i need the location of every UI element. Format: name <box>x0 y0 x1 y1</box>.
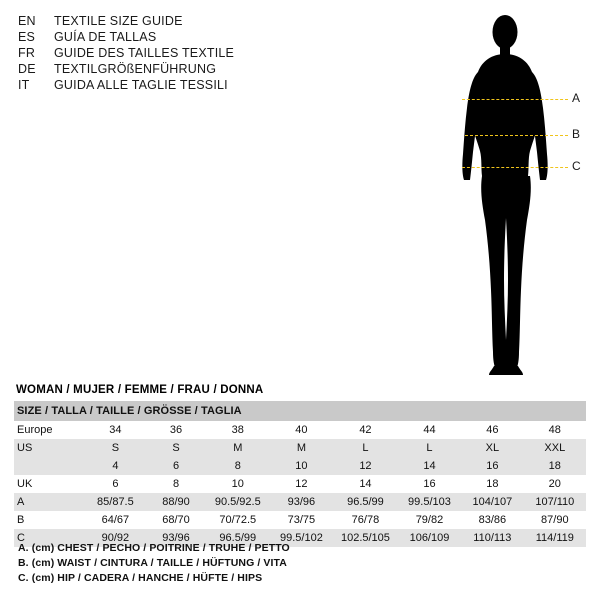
cell: 87/90 <box>524 511 586 529</box>
cell: 64/67 <box>85 511 147 529</box>
cell: L <box>333 439 398 457</box>
title-row <box>18 30 338 45</box>
size-table <box>14 401 586 547</box>
title-text: GUIDE DES TAILLES TEXTILE <box>54 46 235 60</box>
cell: 42 <box>333 421 398 439</box>
cell: 70/72.5 <box>206 511 270 529</box>
woman-silhouette <box>420 8 590 378</box>
row-label: US <box>14 439 85 457</box>
language-title-list <box>18 14 338 94</box>
language-code: ES <box>18 30 36 44</box>
footnote-list <box>18 541 518 586</box>
cell: 76/78 <box>333 511 398 529</box>
cell: 34 <box>85 421 147 439</box>
language-code: EN <box>18 14 36 28</box>
size-table-section <box>14 384 586 547</box>
size-header-cell: SIZE / TALLA / TAILLE / GRÖSSE / TAGLIA <box>14 401 586 421</box>
cell: 16 <box>398 475 461 493</box>
row-label: C <box>14 529 85 547</box>
title-text: TEXTILE SIZE GUIDE <box>54 14 183 28</box>
cell: 4 <box>85 457 147 475</box>
group-header: WOMAN / MUJER / FEMME / FRAU / DONNA <box>16 384 264 396</box>
language-code: DE <box>18 62 36 76</box>
cell: L <box>398 439 461 457</box>
waist-measure-line <box>465 135 568 136</box>
footnote-hip: C. (cm) HIP / CADERA / HANCHE / HÜFTE / HIPS <box>18 572 263 584</box>
cell: 18 <box>461 475 524 493</box>
table-row <box>14 457 586 475</box>
language-code: IT <box>18 78 30 92</box>
title-row <box>18 14 338 29</box>
cell: 12 <box>333 457 398 475</box>
cell: 88/90 <box>146 493 206 511</box>
hip-measure-line <box>462 167 568 168</box>
title-row <box>18 46 338 61</box>
cell: 114/119 <box>524 529 586 547</box>
cell: M <box>270 439 333 457</box>
waist-measure-label: B <box>572 127 581 141</box>
cell: S <box>146 439 206 457</box>
table-row <box>14 475 586 493</box>
cell: 10 <box>270 457 333 475</box>
chest-measure-line <box>462 99 568 100</box>
title-row <box>18 78 338 93</box>
cell: 38 <box>206 421 270 439</box>
cell: 18 <box>524 457 586 475</box>
hip-measure-label: C <box>572 159 581 173</box>
cell: 16 <box>461 457 524 475</box>
table-row <box>14 439 586 457</box>
cell: 40 <box>270 421 333 439</box>
row-label: Europe <box>14 421 85 439</box>
cell: 85/87.5 <box>85 493 147 511</box>
cell: XXL <box>524 439 586 457</box>
cell: 14 <box>398 457 461 475</box>
row-label: B <box>14 511 85 529</box>
row-label: UK <box>14 475 85 493</box>
cell: 73/75 <box>270 511 333 529</box>
title-text: GUÍA DE TALLAS <box>54 30 157 44</box>
language-code: FR <box>18 46 36 60</box>
cell: M <box>206 439 270 457</box>
cell: 99.5/102 <box>270 529 333 547</box>
footnote-chest: A. (cm) CHEST / PECHO / POITRINE / TRUHE / PETTO <box>18 542 290 554</box>
title-text: TEXTILGRÖßENFÜHRUNG <box>54 62 217 76</box>
cell: 93/96 <box>270 493 333 511</box>
cell: 14 <box>333 475 398 493</box>
row-label: A <box>14 493 85 511</box>
cell: 20 <box>524 475 586 493</box>
cell: S <box>85 439 147 457</box>
cell: 12 <box>270 475 333 493</box>
title-row <box>18 62 338 77</box>
row-label <box>14 457 85 475</box>
cell: XL <box>461 439 524 457</box>
cell: 6 <box>85 475 147 493</box>
cell: 79/82 <box>398 511 461 529</box>
title-text: GUIDA ALLE TAGLIE TESSILI <box>54 78 228 92</box>
cell: 96.5/99 <box>206 529 270 547</box>
cell: 107/110 <box>524 493 586 511</box>
cell: 106/109 <box>398 529 461 547</box>
cell: 83/86 <box>461 511 524 529</box>
figure-panel <box>420 8 590 378</box>
table-row <box>14 511 586 529</box>
cell: 99.5/103 <box>398 493 461 511</box>
chest-measure-label: A <box>572 91 581 105</box>
cell: 46 <box>461 421 524 439</box>
cell: 90.5/92.5 <box>206 493 270 511</box>
cell: 8 <box>206 457 270 475</box>
cell: 96.5/99 <box>333 493 398 511</box>
cell: 36 <box>146 421 206 439</box>
cell: 93/96 <box>146 529 206 547</box>
cell: 10 <box>206 475 270 493</box>
cell: 102.5/105 <box>333 529 398 547</box>
cell: 90/92 <box>85 529 147 547</box>
cell: 68/70 <box>146 511 206 529</box>
cell: 48 <box>524 421 586 439</box>
cell: 8 <box>146 475 206 493</box>
table-head-row <box>14 401 586 421</box>
cell: 104/107 <box>461 493 524 511</box>
cell: 110/113 <box>461 529 524 547</box>
table-row <box>14 421 586 439</box>
table-row <box>14 493 586 511</box>
cell: 6 <box>146 457 206 475</box>
cell: 44 <box>398 421 461 439</box>
footnote-waist: B. (cm) WAIST / CINTURA / TAILLE / HÜFTUNG / VITA <box>18 557 287 569</box>
